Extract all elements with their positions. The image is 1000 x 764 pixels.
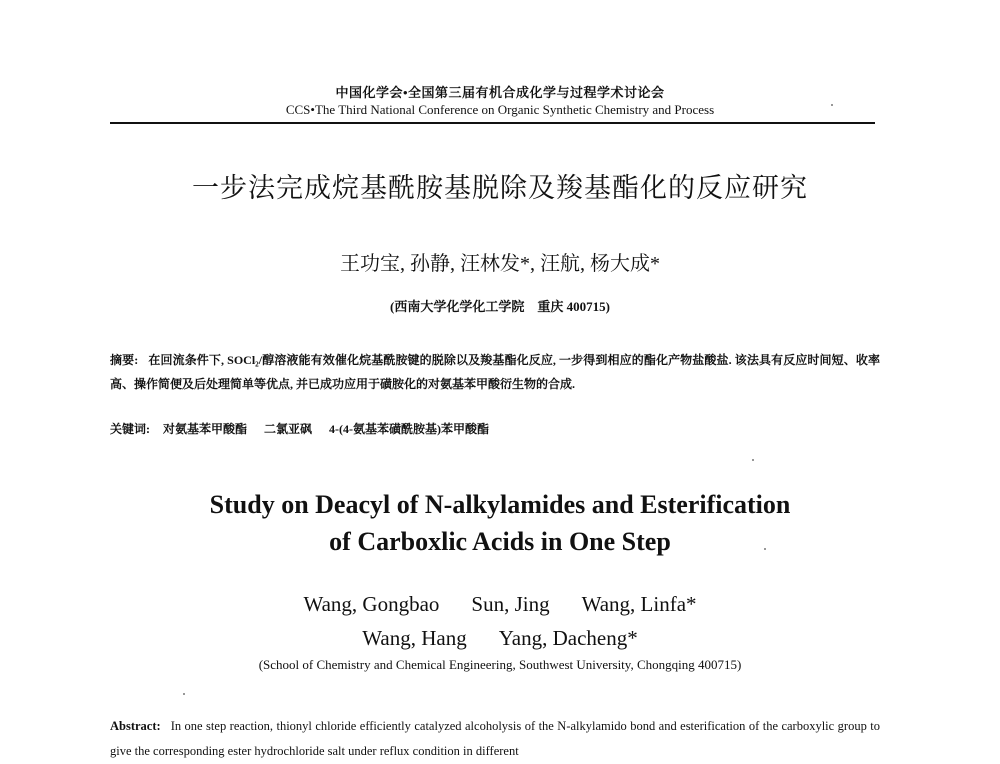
paper-title-en-line2: of Carboxlic Acids in One Step [329,527,671,556]
keywords-cn-label: 关键词: [110,422,150,436]
paper-title-cn: 一步法完成烷基酰胺基脱除及羧基酯化的反应研究 [192,173,808,204]
abstract-cn [110,348,880,396]
author-name: Wang, Gongbao [303,592,440,616]
authors-en-row1 [0,592,1000,617]
scan-speck [183,693,185,695]
scan-speck [752,459,754,461]
scan-speck [764,548,766,550]
header-divider [110,122,875,124]
scan-speck [831,104,833,106]
abstract-cn-label: 摘要: [110,353,139,367]
author-name: Sun, Jing [471,592,550,616]
affiliation-en: (School of Chemistry and Chemical Engineering, Southwest University, Chongqing 400715) [258,657,742,672]
keyword-item: 4-(4-氨基苯磺酰胺基)苯甲酸酯 [329,422,490,436]
author-name: Wang, Hang [362,626,467,650]
keyword-item: 对氨基苯甲酸酯 [163,422,248,436]
abstract-en-label: Abstract: [110,719,161,733]
conference-title-cn: 中国化学会•全国第三届有机合成化学与过程学术讨论会 [335,85,665,100]
keywords-cn [110,420,880,437]
paper-title-en [0,486,1000,560]
affiliation-cn: (西南大学化学化工学院 重庆 400715) [390,299,610,314]
authors-en-row2 [0,626,1000,651]
authors-cn: 王功宝, 孙静, 汪林发*, 汪航, 杨大成* [340,253,660,275]
conference-title-en: CCS•The Third National Conference on Organic Synthetic Chemistry and Process [285,102,715,117]
keyword-item: 二氯亚砜 [264,422,313,436]
paper-title-en-line1: Study on Deacyl of N-alkylamides and Esterification [209,490,791,519]
author-name: Yang, Dacheng* [498,626,638,650]
author-name: Wang, Linfa* [581,592,697,616]
abstract-en-text: In one step reaction, thionyl chloride efficiently catalyzed alcoholysis of the N-alkylamido bond and esterification of the carboxylic group to give the corresponding ester hydrochloride salt under reflux condition in different [110,719,880,758]
abstract-en [110,714,880,764]
abstract-cn-text: 在回流条件下, SOCl₂/醇溶液能有效催化烷基酰胺键的脱除以及羧基酯化反应, 一步得到相应的酯化产物盐酸盐. 该法具有反应时间短、收率高、操作简便及后处理简单等优点, 并已成功应用于磺胺化的对氨基苯甲酸衍生物的合成. [110,353,880,391]
